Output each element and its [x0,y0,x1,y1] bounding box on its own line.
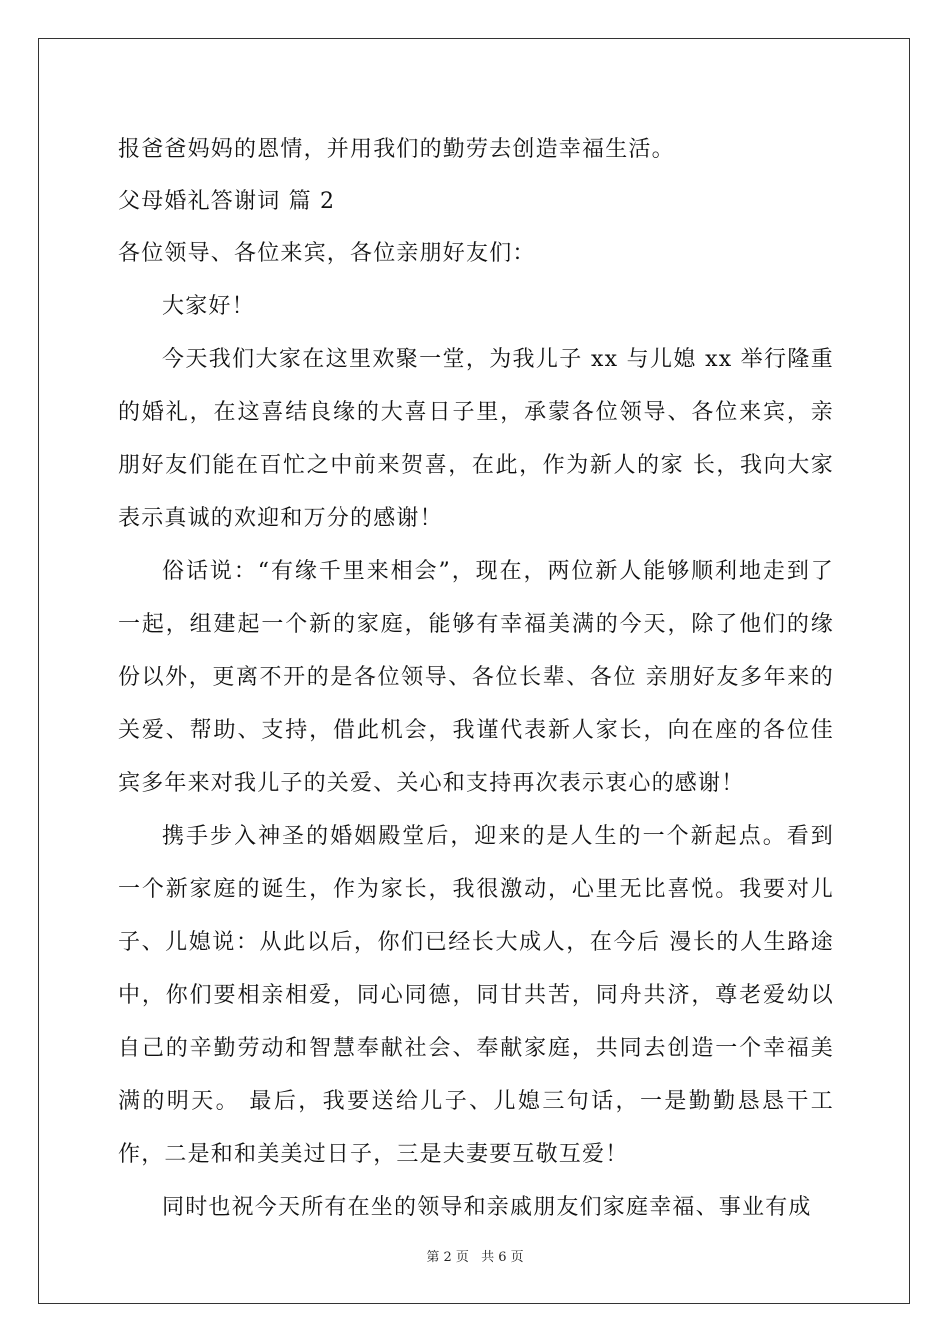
salutation: 各位领导、各位来宾，各位亲朋好友们： [118,241,536,266]
section-title: 父母婚礼答谢词 篇 2 [118,189,336,214]
continuation-line: 报爸爸妈妈的恩情，并用我们的勤劳去创造幸福生活。 [118,137,675,162]
body-paragraph: 携手步入神圣的婚姻殿堂后，迎来的是人生的一个新起点。看到一个新家庭的诞生，作为家长，我很激动，心里无比喜悦。我要对儿子、儿媳说：从此以后，你们已经长大成人，在今后 漫长的人生路途中，你们要相亲相爱，同心同德，同甘共苦，同舟共济，尊老爱幼以自己的辛勤劳动和智慧奉献社会、奉献家庭，共同去创造一个幸福美满的明天。 最后，我要送给儿子、儿媳三句话，一是勤勤恳恳干工作，二是和和美美过日子，三是夫妻要互敬互爱！ [118,824,834,1167]
body-paragraph: 同时也祝今天所有在坐的领导和亲戚朋友们家庭幸福、事业有成 [162,1195,812,1220]
body-paragraph: 俗话说：“有缘千里来相会”，现在，两位新人能够顺利地走到了一起，组建起一个新的家庭，能够有幸福美满的今天，除了他们的缘份以外，更离不开的是各位领导、各位长辈、各位 亲朋好友多年来的关爱、帮助、支持，借此机会，我谨代表新人家长，向在座的各位佳宾多年来对我儿子的关爱、关心和支持再次表示衷心的感谢！ [118,559,834,796]
document-body [118,124,834,1234]
page-number: 第 2 页 [426,1250,469,1265]
page-total: 共 6 页 [481,1250,524,1265]
body-paragraph: 今天我们大家在这里欢聚一堂，为我儿子 xx 与儿媳 xx 举行隆重的婚礼，在这喜结良缘的大喜日子里，承蒙各位领导、各位来宾，亲朋好友们能在百忙之中前来贺喜，在此，作为新人的家 长，我向大家表示真诚的欢迎和万分的感谢！ [118,347,834,531]
page-footer [0,1246,950,1265]
greeting-paragraph: 大家好！ [162,294,255,319]
